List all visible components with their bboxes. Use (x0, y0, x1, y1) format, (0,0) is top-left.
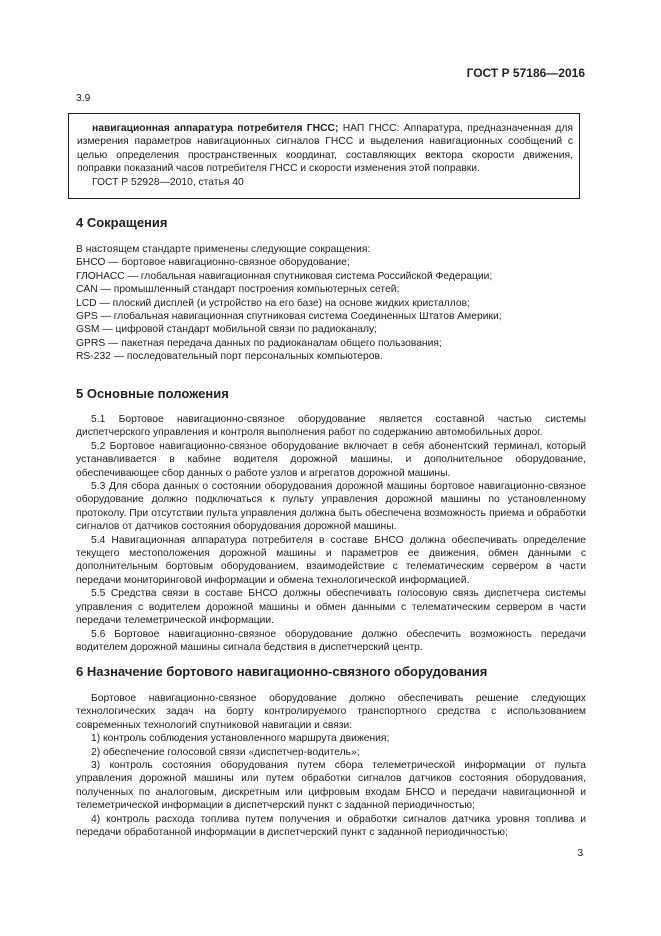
document-id-header: ГОСТ Р 57186—2016 (466, 66, 585, 80)
clause-5-3: 5.3 Для сбора данных о состоянии оборудования дорожной машины бортовое навигационно-связное оборудование должно подключаться к пульту управления дорожной машины по установленному протоколу. При отсутствии пульта управления должна быть обеспечена возможность приема и обработки сигналов от датчиков состояния оборудования дорожной машины. (76, 481, 586, 533)
abbreviation-item: RS-232 — последовательный порт персональных компьютеров. (76, 351, 383, 363)
clause-5-4: 5.4 Навигационная аппаратура потребителя в составе БНСО должна обеспечивать определение текущего местоположения дорожной машины и параметров ее движения, обмен данными с дополнительным бортовым оборудованием, взаимодействие с телематическим сервером в части передачи мониторинговой информации и обмена технологической информацией. (76, 534, 586, 586)
abbreviation-item: БНСО — бортовое навигационно-связное оборудование; (76, 257, 350, 269)
clause-5-6: 5.6 Бортовое навигационно-связное оборудование должно обеспечить возможность передачи водителем дорожной машины сигнала бедствия в диспетчерский центр. (76, 628, 586, 653)
abbreviation-item: ГЛОНАСС — глобальная навигационная спутниковая система Российской Федерации; (76, 270, 493, 282)
section-4 (76, 215, 586, 364)
abbreviation-item: GSM — цифровой стандарт мобильной связи по радиоканалу; (76, 324, 377, 336)
task-item: 4) контроль расхода топлива путем получения и обработки сигналов датчика уровня топлива и передачи обработанной информации в диспетчерский пункт с заданной периодичностью; (76, 813, 586, 839)
term-name: навигационная аппаратура потребителя ГНСС; (92, 123, 339, 134)
task-item: 2) обеспечение голосовой связи «диспетчер-водитель»; (91, 746, 360, 758)
task-item: 1) контроль соблюдения установленного маршрута движения; (91, 733, 390, 745)
section-5-title: 5 Основные положения (76, 386, 229, 401)
clause-5-2: 5.2 Бортовое навигационно-связное оборудование включает в себя абонентский терминал, который устанавливается в кабине водителя дорожной машины, и дополнительное оборудование, обеспечивающее сбор данных о работе узлов и агрегатов дорожной машины. (76, 440, 586, 479)
section-6-title: 6 Назначение бортового навигационно-связного оборудования (76, 664, 488, 679)
section-4-intro: В настоящем стандарте применены следующие сокращения: (76, 244, 371, 255)
task-item: 3) контроль состояния оборудования путем сбора телеметрической информации от пульта управления дорожной машины или путем обработки сигналов датчиков состояния оборудования, полученных по аналоговым, дискретным или цифровым входам БНСО и передачи навигационной и телеметрической информации в диспетчерский пункт с заданной периодичностью; (76, 760, 586, 812)
section-5 (76, 386, 586, 654)
clause-5-1: 5.1 Бортовое навигационно-связное оборудование является составной частью системы диспетчерского управления и контроля выполнения работ по содержанию автомобильных дорог. (76, 414, 586, 439)
abbreviation-item: LCD — плоский дисплей (и устройство на его базе) на основе жидких кристаллов; (76, 297, 470, 309)
term-source: ГОСТ Р 52928—2010, статья 40 (92, 176, 244, 188)
term-definition-box (68, 113, 580, 199)
term-definition (77, 122, 573, 176)
clause-5-5: 5.5 Средства связи в составе БНСО должны обеспечивать голосовую связь диспетчера системы управления с водителем дорожной машины и обмен данными с телематическим сервером в части передачи телеметрической информации. (76, 588, 586, 627)
page-number: 3 (577, 848, 583, 859)
abbreviation-item: CAN — промышленный стандарт построения компьютерных сетей; (76, 284, 400, 296)
term-text: НАП ГНСС: Аппаратура, предназначенная для измерения параметров навигационных сигналов ГНСС и выделения навигационных сообщений с целью определения пространственных координат, составляющих вектора скорости движения, поправки показаний часов потребителя ГНСС и скорости изменения этой поправки. (77, 123, 573, 175)
abbreviation-item: GPRS — пакетная передача данных по радиоканалам общего пользования; (76, 337, 442, 349)
term-number: 3.9 (76, 93, 91, 104)
section-6 (76, 664, 586, 839)
abbreviation-item: GPS — глобальная навигационная спутниковая система Соединенных Штатов Америки; (76, 311, 502, 323)
section-4-title: 4 Сокращения (76, 215, 168, 230)
section-6-intro: Бортовое навигационно-связное оборудование должно обеспечивать решение следующих технологических задач на борту контролируемого транспортного средства с использованием современных технологий спутниковой навигации и связи: (76, 693, 586, 731)
